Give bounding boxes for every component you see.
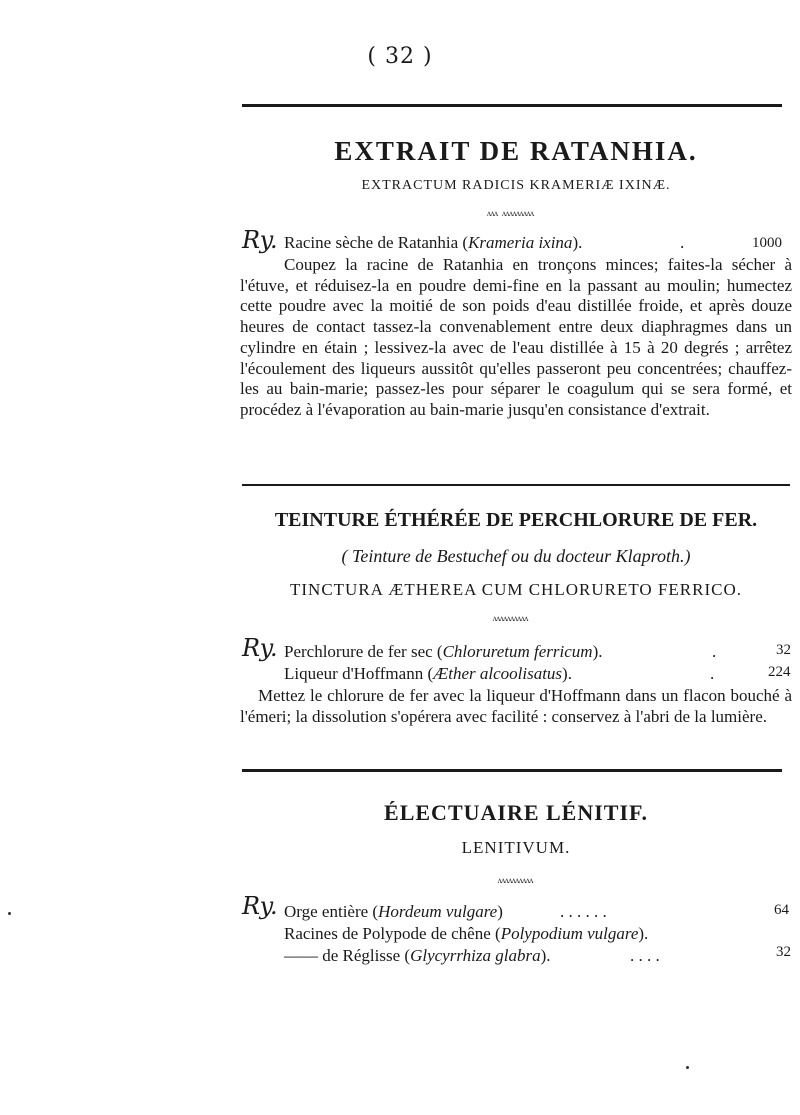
ingredient-dots: . [712, 642, 717, 661]
instructions-paragraph: Mettez le chlorure de fer avec la liqueur d'Hoffmann dans un flacon bouché à l'émeri; la dissolution s'opérera avec facilité : conservez à l'abri de la lumière. [240, 686, 792, 726]
recipe-symbol: Ry. [242, 892, 278, 920]
section-title-electuaire: ÉLECTUAIRE LÉNITIF. [384, 800, 648, 825]
ornament-divider: ᴧᴧᴧᴧᴧᴧᴧᴧᴧᴧ [492, 614, 528, 624]
section-title-teinture: TEINTURE ÉTHÉRÉE DE PERCHLORURE DE FER. [274, 509, 758, 531]
section-rule [242, 769, 782, 772]
ornament-divider: ᴧᴧᴧᴧᴧᴧᴧᴧᴧᴧ [497, 876, 533, 886]
ingredient-line: Orge entière (Hordeum vulgare) [284, 902, 503, 921]
ingredient-line: Racine sèche de Ratanhia (Krameria ixina). [284, 233, 583, 252]
section-title-ratanhia: EXTRAIT DE RATANHIA. [334, 136, 698, 166]
ingredient-quantity: 1000 [752, 235, 782, 251]
ingredient-line: —— de Réglisse (Glycyrrhiza glabra). [284, 946, 551, 965]
header-rule [242, 104, 782, 107]
latin-title-electuaire: LENITIVUM. [461, 838, 571, 857]
latin-title-ratanhia: EXTRACTUM RADICIS KRAMERIÆ IXINÆ. [361, 178, 671, 193]
page-speck [686, 1066, 689, 1069]
page-speck [8, 912, 11, 915]
ingredient-line: Liqueur d'Hoffmann (Æther alcoolisatus). [284, 664, 572, 683]
ingredient-dots: . [710, 664, 715, 683]
recipe-symbol: Ry. [242, 634, 278, 662]
ingredient-quantity: 64 [774, 902, 789, 918]
section-rule [242, 484, 790, 486]
ingredient-line: Perchlorure de fer sec (Chloruretum ferricum). [284, 642, 603, 661]
ornament-divider: ᴧᴧᴧ ᴧᴧᴧᴧᴧᴧᴧᴧᴧ [486, 209, 534, 219]
ingredient-quantity: 32 [776, 642, 791, 658]
ingredient-dots: . [680, 233, 685, 252]
recipe-symbol: Ry. [242, 226, 278, 254]
section-subtitle-teinture: ( Teinture de Bestuchef ou du docteur Klaproth.) [341, 546, 691, 566]
page-number: ( 32 ) [367, 44, 433, 69]
ingredient-quantity: 224 [768, 664, 791, 680]
instructions-paragraph: Coupez la racine de Ratanhia en tronçons minces; faites-la sécher à l'étuve, et réduisez-la en poudre demi-fine en la passant au moulin; humectez cette poudre avec la moitié de son poids d'eau distillée froide, et après douze heures de contact tassez-la convenablement entre deux diaphragmes dans un cylindre en étain ; lessivez-la avec de l'eau distillée à 15 à 20 degrés ; arrêtez l'écoulement des liqueurs aussitôt qu'elles passeront peu concentrées; chauffez-les au bain-marie; passez-les pour séparer le coagulum qui se sera formé, et procédez à l'évaporation au bain-marie jusqu'en consistance d'extrait. [240, 255, 792, 419]
ingredient-line: Racines de Polypode de chêne (Polypodium vulgare). [284, 924, 649, 943]
ingredient-dots: . . . . [630, 946, 660, 965]
ingredient-quantity: 32 [776, 944, 791, 960]
ingredient-dots: . . . . . . [560, 902, 607, 921]
latin-title-teinture: TINCTURA ÆTHEREA CUM CHLORURETO FERRICO. [290, 580, 742, 599]
